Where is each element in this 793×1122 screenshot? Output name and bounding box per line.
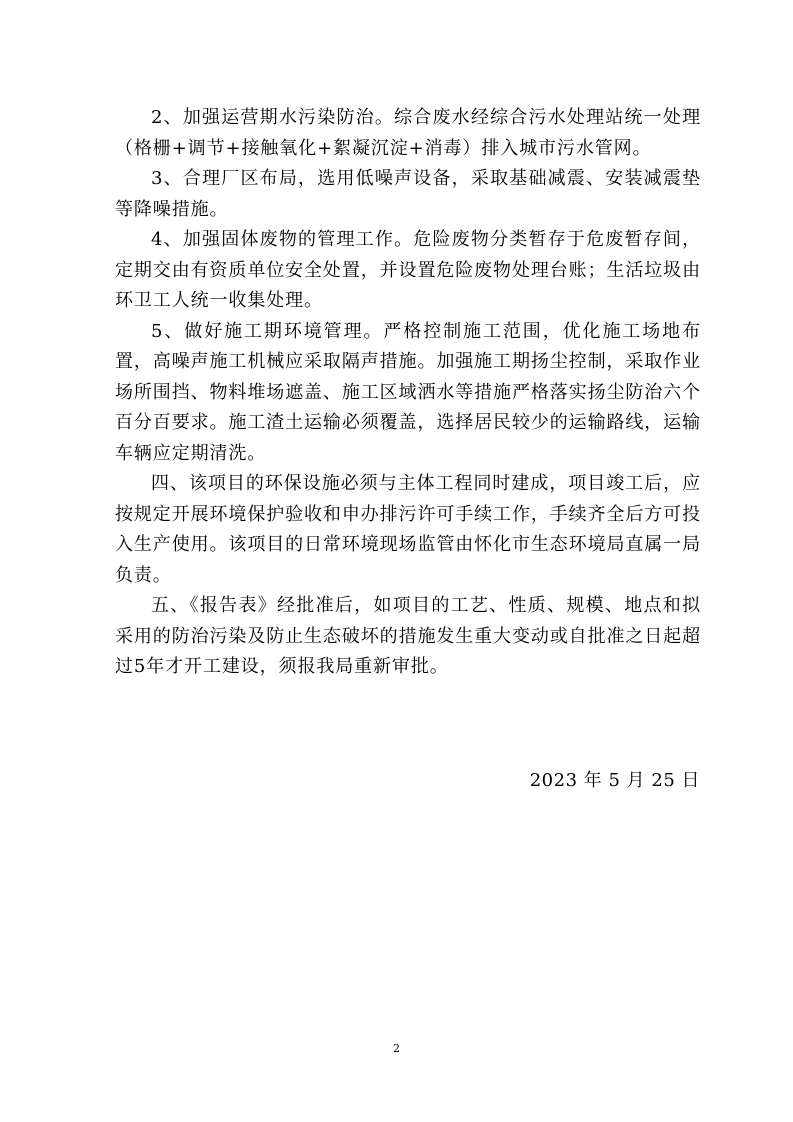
- paragraph-construction-management: 5、做好施工期环境管理。严格控制施工范围，优化施工场地布置，高噪声施工机械应采取隔声措施。加强施工期扬尘控制，采取作业场所围挡、物料堆场遮盖、施工区域洒水等措施严格落实扬尘防治六个百分百要求。施工渣土运输必须覆盖，选择居民较少的运输路线，运输车辆应定期清洗。: [115, 320, 701, 464]
- paragraph-water-pollution: 2、加强运营期水污染防治。综合废水经综合污水处理站统一处理（格栅+调节+接触氧化+絮凝沉淀+消毒）排入城市污水管网。: [115, 107, 701, 159]
- paragraph-noise-control: 3、合理厂区布局，选用低噪声设备，采取基础减震、安装减震垫等降噪措施。: [115, 168, 701, 220]
- paragraph-solid-waste: 4、加强固体废物的管理工作。危险废物分类暂存于危废暂存间，定期交由有资质单位安全处置，并设置危险废物处理台账；生活垃圾由环卫工人统一收集处理。: [115, 229, 701, 311]
- paragraph-acceptance-supervision: 四、该项目的环保设施必须与主体工程同时建成，项目竣工后，应按规定开展环境保护验收和申办排污许可手续工作，手续齐全后方可投入生产使用。该项目的日常环境现场监管由怀化市生态环境局直属一局负责。: [115, 473, 701, 586]
- page-number: 2: [393, 1042, 400, 1055]
- paragraph-reapproval: 五、《报告表》经批准后，如项目的工艺、性质、规模、地点和拟采用的防治污染及防止生态破坏的措施发生重大变动或自批准之日起超过5年才开工建设，须报我局重新审批。: [115, 595, 701, 677]
- document-body: [115, 103, 701, 683]
- document-date: 2023 年 5 月 25 日: [529, 770, 700, 791]
